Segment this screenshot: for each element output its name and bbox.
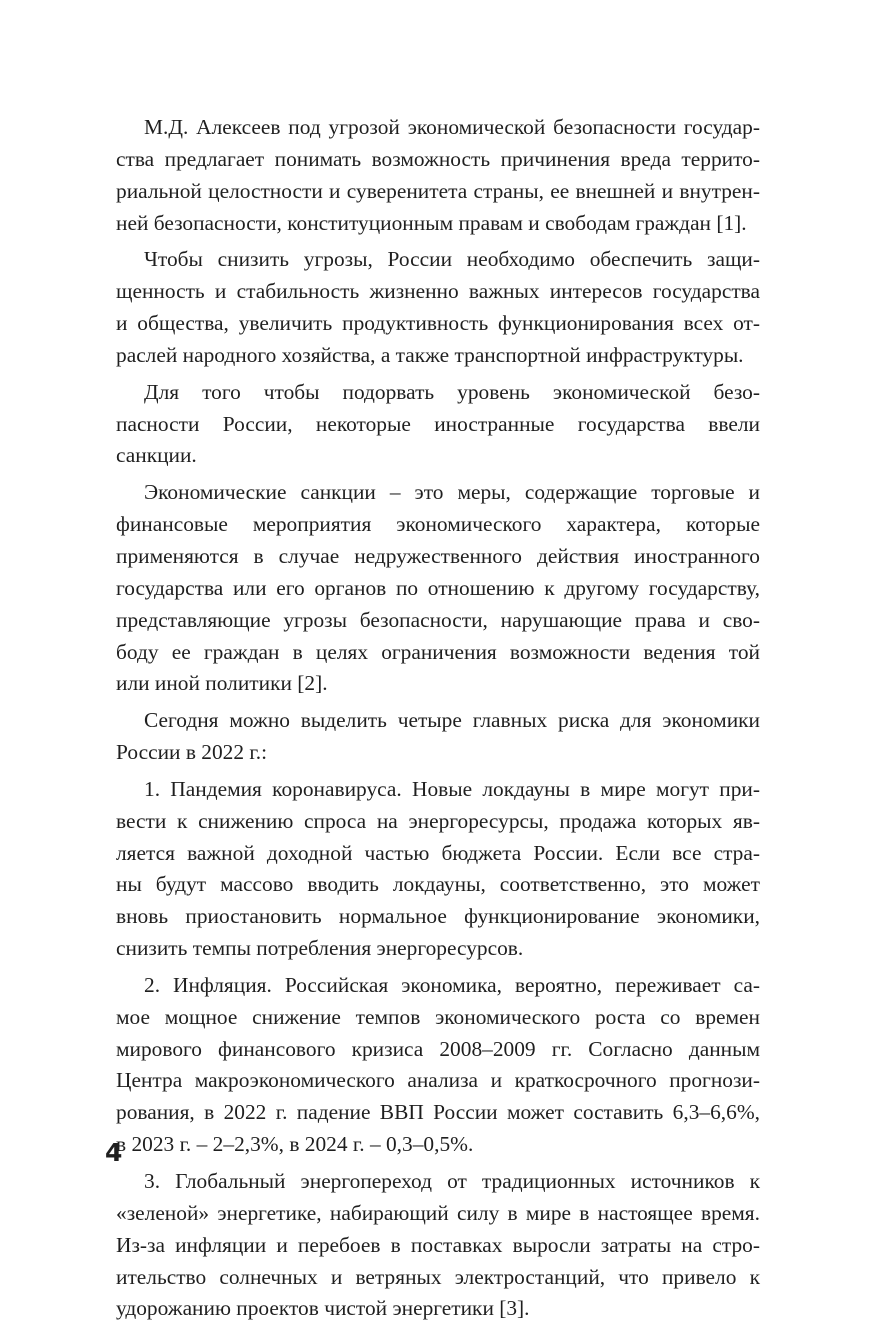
text-line: Для того чтобы подорвать уровень экономической безо- bbox=[144, 379, 760, 404]
text-line: вести к снижению спроса на энергоресурсы, продажа которых яв- bbox=[116, 808, 760, 833]
page-number: 4 bbox=[105, 1138, 123, 1167]
text-line: 1. Пандемия коронавируса. Новые локдауны в мире могут при- bbox=[144, 776, 760, 801]
text-line: финансовые мероприятия экономического характера, которые bbox=[116, 512, 760, 537]
text-line: ляется важной доходной частью бюджета России. Если все стра- bbox=[116, 840, 760, 865]
text-line: санкции. bbox=[116, 443, 197, 468]
paragraph bbox=[116, 112, 760, 239]
text-line: Из-за инфляции и перебоев в поставках выросли затраты на стро- bbox=[116, 1232, 760, 1257]
text-line: мое мощное снижение темпов экономического роста со времен bbox=[116, 1004, 760, 1029]
body-text bbox=[116, 112, 760, 1325]
text-line: 3. Глобальный энергопереход от традиционных источников к bbox=[144, 1169, 760, 1193]
text-line: Сегодня можно выделить четыре главных риска для экономики bbox=[144, 708, 760, 733]
text-line: применяются в случае недружественного действия иностранного bbox=[116, 543, 760, 568]
text-line: Экономические санкции – это меры, содержащие торговые и bbox=[144, 480, 760, 505]
text-line: снизить темпы потребления энергоресурсов. bbox=[116, 936, 524, 961]
text-line: боду ее граждан в целях ограничения возможности ведения той bbox=[116, 639, 760, 664]
text-line: ней безопасности, конституционным правам и свободам граждан [1]. bbox=[116, 210, 747, 235]
text-line: удорожанию проектов чистой энергетики [3]. bbox=[116, 1296, 530, 1321]
text-line: риальной целостности и суверенитета страны, ее внешней и внутрен- bbox=[116, 178, 760, 203]
text-line: раслей народного хозяйства, а также транспортной инфраструктуры. bbox=[116, 342, 744, 367]
text-line: «зеленой» энергетике, набирающий силу в мире в настоящее время. bbox=[116, 1200, 760, 1225]
text-line: пасности России, некоторые иностранные государства ввели bbox=[116, 411, 760, 436]
text-line: рования, в 2022 г. падение ВВП России может составить 6,3–6,6%, bbox=[116, 1100, 760, 1125]
text-line: мирового финансового кризиса 2008–2009 гг. Согласно данным bbox=[116, 1036, 760, 1061]
text-line: и общества, увеличить продуктивность функционирования всех от- bbox=[116, 311, 760, 336]
text-line: 2. Инфляция. Российская экономика, вероятно, переживает са- bbox=[144, 972, 760, 997]
list-item bbox=[116, 774, 760, 965]
text-line: или иной политики [2]. bbox=[116, 671, 328, 696]
text-line: России в 2022 г.: bbox=[116, 740, 268, 765]
text-line: в 2023 г. – 2–2,3%, в 2024 г. – 0,3–0,5%. bbox=[116, 1132, 474, 1157]
text-line: ительство солнечных и ветряных электростанций, что привело к bbox=[116, 1264, 760, 1289]
paragraph bbox=[116, 377, 760, 473]
text-line: ны будут массово вводить локдауны, соответственно, это может bbox=[116, 872, 760, 897]
text-line: щенность и стабильность жизненно важных интересов государства bbox=[116, 279, 760, 304]
text-line: Центра макроэкономического анализа и краткосрочного прогнози- bbox=[116, 1068, 760, 1093]
text-line: государства или его органов по отношению к другому государству, bbox=[116, 575, 760, 600]
text-line: Чтобы снизить угрозы, России необходимо обеспечить защи- bbox=[144, 247, 760, 272]
paragraph bbox=[116, 477, 760, 700]
text-line: представляющие угрозы безопасности, нарушающие права и сво- bbox=[116, 607, 760, 632]
text-line: М.Д. Алексеев под угрозой экономической безопасности государ- bbox=[144, 115, 760, 139]
list-item bbox=[116, 970, 760, 1161]
list-item bbox=[116, 1166, 760, 1325]
text-line: вновь приостановить нормальное функционирование экономики, bbox=[116, 904, 760, 929]
paragraph bbox=[116, 705, 760, 769]
paragraph bbox=[116, 244, 760, 371]
text-line: ства предлагает понимать возможность причинения вреда террито- bbox=[116, 146, 760, 171]
